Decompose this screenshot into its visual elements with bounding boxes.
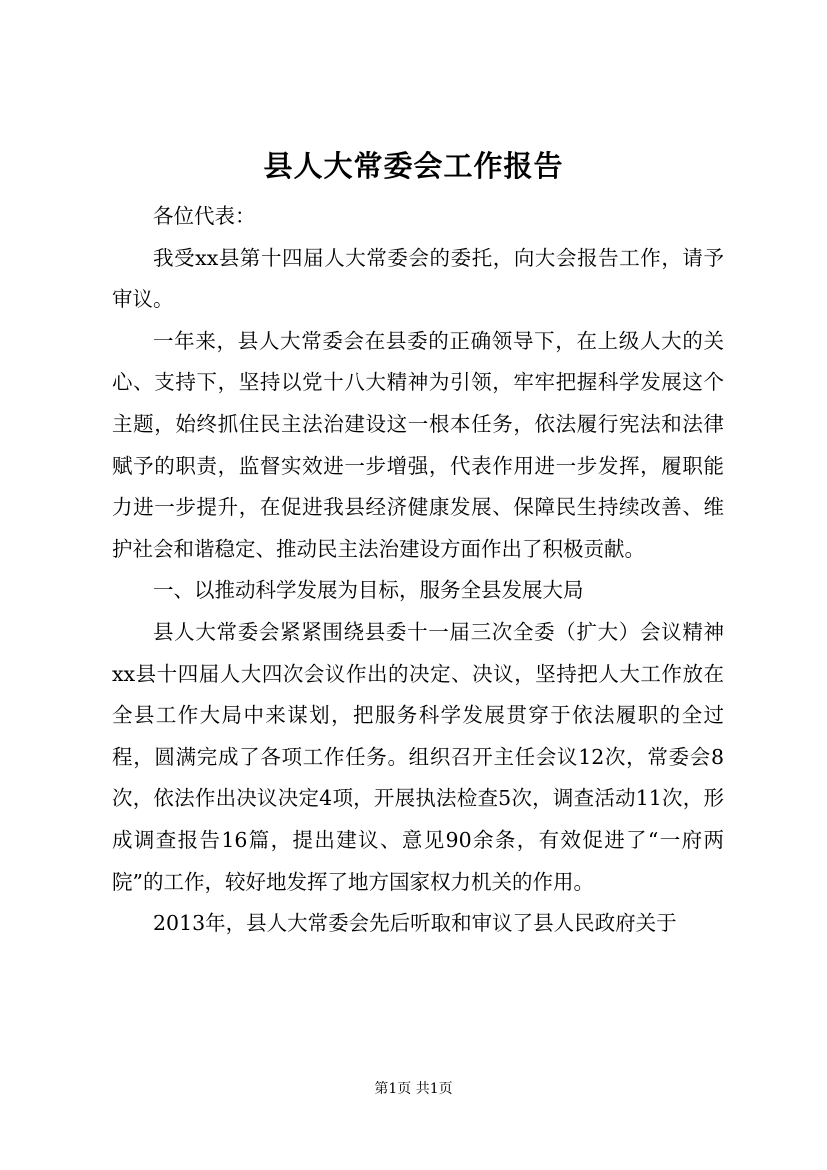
paragraph-overview: 一年来，县人大常委会在县委的正确领导下，在上级人大的关心、支持下，坚持以党十八大精神为引领，牢牢把握科学发展这个主题，始终抓住民主法治建设这一根本任务，依法履行宪法和法律赋予的职责，监督实效进一步增强，代表作用进一步发挥，履职能力进一步提升，在促进我县经济健康发展、保障民生持续改善、维护社会和谐稳定、推动民主法治建设方面作出了积极贡献。 <box>112 328 724 561</box>
page-footer: 第1页 共1页 <box>374 1081 453 1097</box>
paragraph-intro: 我受xx县第十四届人大常委会的委托，向大会报告工作，请予审议。 <box>112 245 724 312</box>
paragraph-salutation: 各位代表： <box>153 204 256 228</box>
document-title: 县人大常委会工作报告 <box>263 149 564 183</box>
section-heading-1: 一、以推动科学发展为目标，服务全县发展大局 <box>153 578 584 603</box>
paragraph-section-1: 县人大常委会紧紧围绕县委十一届三次全委（扩大）会议精神xx县十四届人大四次会议作出的决定、决议，坚持把人大工作放在全县工作大局中来谋划，把服务科学发展贯穿于依法履职的全过程，圆满完成了各项工作任务。组织召开主任会议12次，常委会8次，依法作出决议决定4项，开展执法检查5次，调查活动11次，形成调查报告16篇，提出建议、意见90余条，有效促进了“一府两院”的工作，较好地发挥了地方国家权力机关的作用。 <box>112 619 724 894</box>
document-body <box>112 196 724 945</box>
paragraph-2013: 2013年，县人大常委会先后听取和审议了县人民政府关于 <box>153 911 677 936</box>
